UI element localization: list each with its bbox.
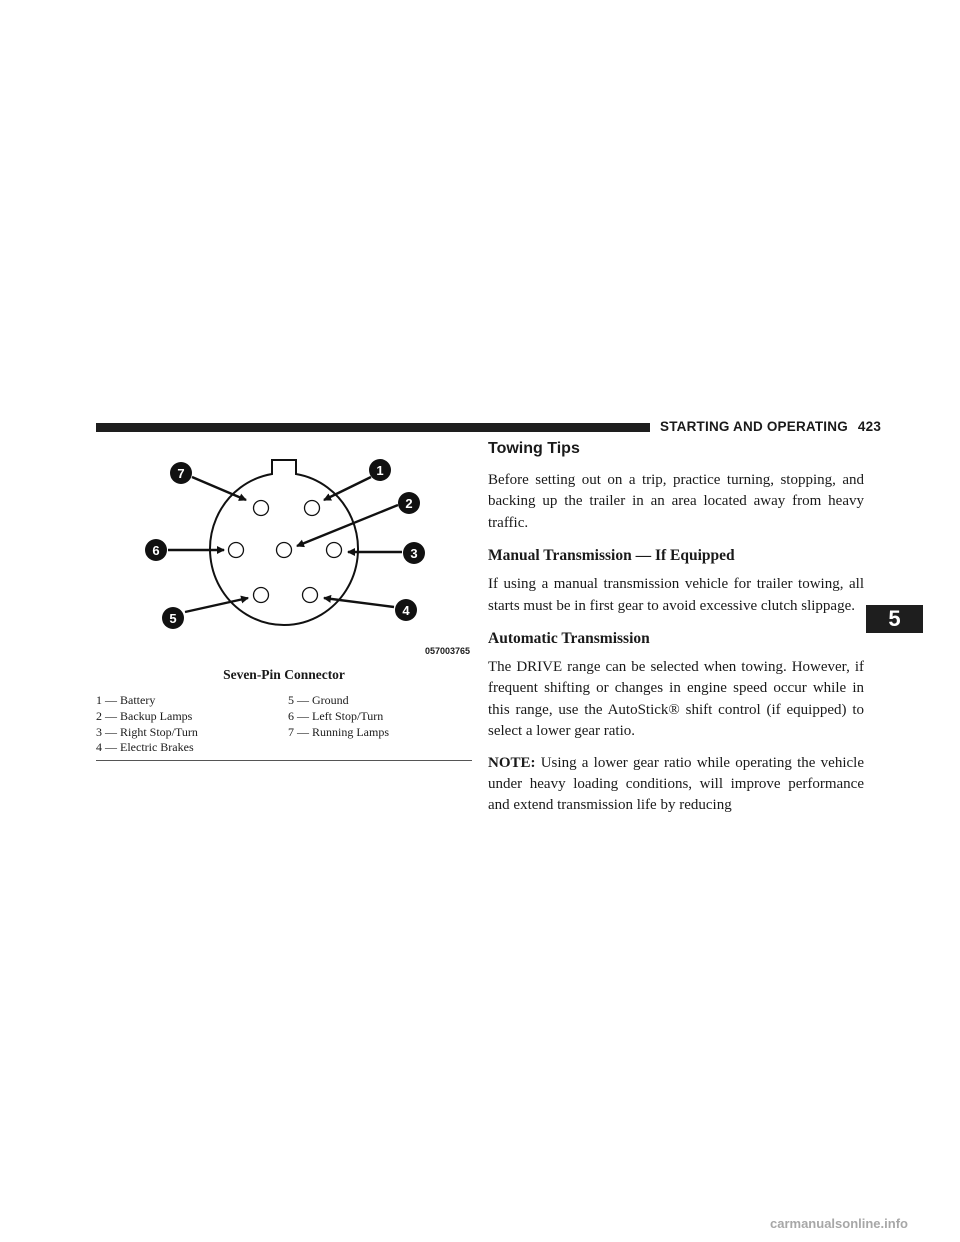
note-label: NOTE: xyxy=(488,754,536,771)
callout-1-label: 1 xyxy=(376,463,384,478)
callout-5-label: 5 xyxy=(169,611,177,626)
legend-item: 3 — Right Stop/Turn xyxy=(96,724,198,739)
connector-figure xyxy=(96,445,472,665)
page-number: 423 xyxy=(857,419,882,434)
figure-caption: Seven-Pin Connector xyxy=(223,667,345,682)
pin-5-socket xyxy=(254,588,269,603)
automatic-transmission-heading: Automatic Transmission xyxy=(488,630,650,648)
running-header xyxy=(660,419,881,434)
figure-legend xyxy=(96,693,472,756)
manual-transmission-paragraph: If using a manual transmission vehicle for trailer towing, all starts must be in first gear to avoid excessive clutch slippage. xyxy=(488,576,864,614)
callout-6 xyxy=(145,539,167,561)
legend-row xyxy=(96,725,472,741)
main-text-column xyxy=(488,440,864,817)
pin-1-socket xyxy=(305,501,320,516)
legend-item: 4 — Electric Brakes xyxy=(96,740,194,755)
pin-6-socket xyxy=(229,543,244,558)
legend-item: 2 — Backup Lamps xyxy=(96,708,193,723)
callout-4 xyxy=(395,599,417,621)
callout-5 xyxy=(162,607,184,629)
connector-diagram xyxy=(96,445,472,645)
watermark: carmanualsonline.info xyxy=(770,1216,908,1231)
legend-row xyxy=(96,693,472,709)
automatic-transmission-paragraph: The DRIVE range can be selected when towing. However, if frequent shifting or changes in engine speed occur while in this range, use the AutoStick® shift control (if equipped) to select a lower gear ratio. xyxy=(488,659,864,740)
callout-2-label: 2 xyxy=(405,496,413,511)
pin-sockets xyxy=(229,501,342,603)
pin-7-socket xyxy=(254,501,269,516)
pin-3-socket xyxy=(327,543,342,558)
legend-item xyxy=(288,740,472,756)
legend-divider xyxy=(96,760,472,761)
figure-code: 057003765 xyxy=(424,646,470,656)
intro-paragraph: Before setting out on a trip, practice turning, stopping, and backing up the trailer in an area located away from heavy traffic. xyxy=(488,472,864,531)
arrow-1 xyxy=(324,477,371,500)
callout-4-label: 4 xyxy=(402,603,410,618)
callout-2 xyxy=(398,492,420,514)
legend-row xyxy=(96,709,472,725)
section-tab: 5 xyxy=(866,605,923,633)
callout-3-label: 3 xyxy=(410,546,418,561)
legend-item: 6 — Left Stop/Turn xyxy=(288,708,384,723)
pin-4-socket xyxy=(303,588,318,603)
pin-2-socket xyxy=(277,543,292,558)
callout-3 xyxy=(403,542,425,564)
header-rule xyxy=(96,423,650,432)
callout-7-label: 7 xyxy=(177,466,185,481)
callout-1 xyxy=(369,459,391,481)
section-title: STARTING AND OPERATING xyxy=(660,419,848,434)
manual-transmission-heading: Manual Transmission — If Equipped xyxy=(488,547,735,565)
note-text: Using a lower gear ratio while operating the vehicle under heavy loading conditions, will improve performance and extend transmission life by reducing xyxy=(488,754,864,814)
legend-item: 1 — Battery xyxy=(96,693,156,707)
callout-7 xyxy=(170,462,192,484)
legend-item: 7 — Running Lamps xyxy=(288,724,389,739)
section-heading: Towing Tips xyxy=(488,440,580,457)
note-paragraph xyxy=(488,753,864,817)
legend-row xyxy=(96,740,472,756)
legend-item: 5 — Ground xyxy=(288,693,349,707)
callout-6-label: 6 xyxy=(152,543,160,558)
